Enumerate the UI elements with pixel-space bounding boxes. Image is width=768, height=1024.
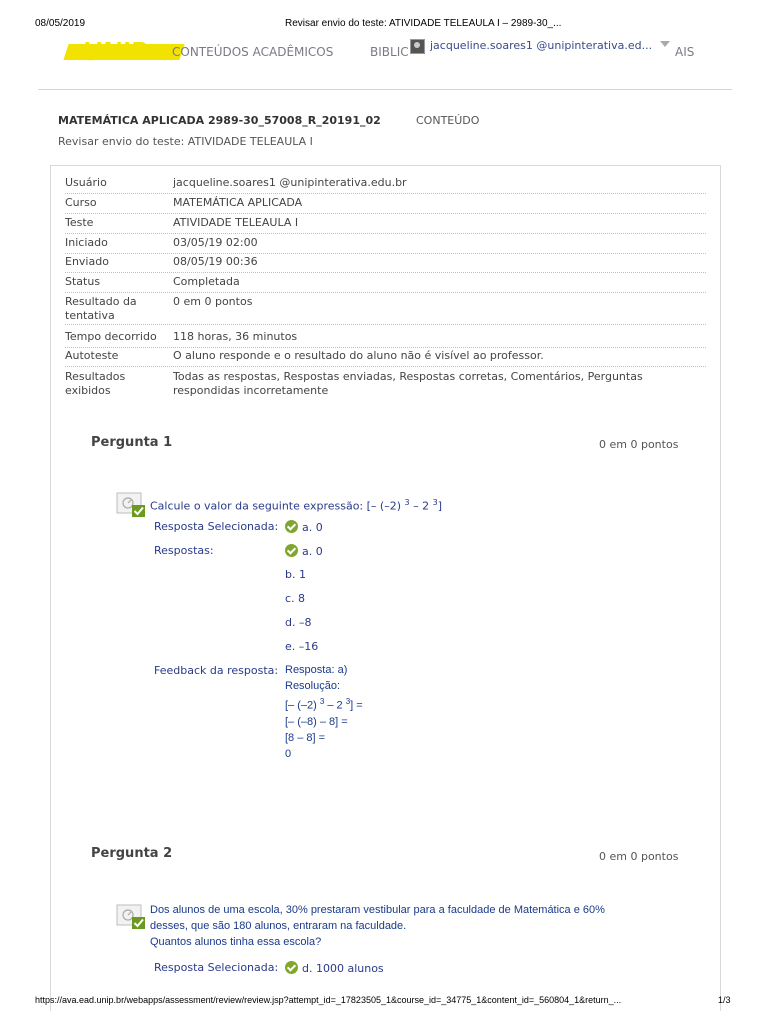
question-correct-icon: [116, 904, 146, 930]
feedback-line: [– (–8) – 8] =: [285, 715, 348, 728]
question-2-text: [150, 902, 605, 950]
info-row-autoteste: [65, 349, 706, 367]
check-icon: [285, 544, 298, 557]
feedback-part: [– (–2): [285, 699, 320, 712]
answer-text: a. 0: [302, 545, 323, 558]
info-row-tempo: [65, 330, 706, 348]
question-text-part: Calcule o valor da seguinte expressão: [– (–2): [150, 499, 405, 513]
info-value: O aluno responde e o resultado do aluno não é visível ao professor.: [173, 349, 544, 362]
info-value: 03/05/19 02:00: [173, 236, 258, 249]
print-page-number: 1/3: [718, 995, 731, 1005]
nav-more[interactable]: AIS: [675, 45, 695, 59]
info-row-iniciado: [65, 236, 706, 254]
answer-option: [285, 544, 323, 558]
question-text-part: – 2: [409, 499, 433, 513]
feedback-part: – 2: [324, 699, 346, 712]
answers-label: Respostas:: [154, 544, 214, 557]
question-2-points: 0 em 0 pontos: [599, 850, 679, 863]
nav-biblioteca[interactable]: BIBLIC: [370, 45, 409, 59]
question-2-title: Pergunta 2: [91, 846, 173, 861]
selected-answer-label: Resposta Selecionada:: [154, 520, 279, 533]
feedback-line: [285, 694, 363, 714]
info-key: Teste: [65, 216, 94, 229]
info-row-curso: [65, 196, 706, 214]
feedback-line: [8 – 8] =: [285, 731, 326, 744]
info-key: Usuário: [65, 176, 107, 189]
info-key: Enviado: [65, 255, 109, 268]
divider: [38, 89, 732, 90]
feedback-label: Feedback da resposta:: [154, 664, 279, 677]
info-row-status: [65, 275, 706, 293]
answer-option: c. 8: [285, 592, 306, 605]
attempt-info-panel: [50, 165, 721, 413]
answer-option: b. 1: [285, 568, 306, 581]
info-key: Resultado da tentativa: [65, 295, 137, 322]
question-line: Quantos alunos tinha essa escola?: [150, 936, 322, 948]
info-value: Completada: [173, 275, 240, 288]
content-link[interactable]: CONTEÚDO: [416, 114, 480, 127]
selected-answer-text: a. 0: [302, 521, 323, 534]
info-key: Autoteste: [65, 349, 119, 362]
exponent: 3: [345, 697, 351, 706]
info-value: Todas as respostas, Respostas enviadas, Respostas corretas, Comentários, Perguntas respondidas incorretamente: [173, 370, 643, 397]
print-title: Revisar envio do teste: ATIVIDADE TELEAULA I – 2989-30_...: [285, 18, 562, 29]
question-1-title: Pergunta 1: [91, 435, 173, 450]
info-value: 0 em 0 pontos: [173, 295, 253, 308]
info-row-resultados-exibidos: [65, 370, 706, 400]
user-menu[interactable]: jacqueline.soares1 @unipinterativa.ed...: [430, 39, 653, 52]
info-value: jacqueline.soares1 @unipinterativa.edu.br: [173, 176, 407, 189]
feedback-line: 0: [285, 747, 292, 760]
exponent: 3: [432, 498, 438, 507]
unip-logo[interactable]: UNIP: [82, 36, 149, 66]
question-correct-icon: [116, 492, 146, 518]
feedback-part: ] =: [350, 699, 363, 712]
feedback-text: [285, 662, 363, 762]
answer-option: e. –16: [285, 640, 319, 653]
selected-answer: [285, 520, 323, 534]
question-line: desses, que são 180 alunos, entraram na faculdade.: [150, 920, 407, 932]
info-key: Curso: [65, 196, 97, 209]
nav-conteudos-academicos[interactable]: CONTEÚDOS ACADÊMICOS: [172, 45, 334, 59]
check-icon: [285, 961, 298, 974]
page-title: Revisar envio do teste: ATIVIDADE TELEAULA I: [58, 135, 313, 148]
check-icon: [285, 520, 298, 533]
course-title[interactable]: MATEMÁTICA APLICADA 2989-30_57008_R_20191_02: [58, 114, 381, 127]
feedback-line: Resolução:: [285, 680, 341, 692]
chevron-down-icon[interactable]: [660, 41, 670, 47]
info-key: Resultados exibidos: [65, 370, 126, 397]
question-1-points: 0 em 0 pontos: [599, 438, 679, 451]
avatar[interactable]: [410, 39, 425, 54]
info-value: ATIVIDADE TELEAULA I: [173, 216, 299, 229]
info-row-usuario: [65, 176, 706, 194]
exponent: 3: [404, 498, 410, 507]
info-row-resultado: [65, 295, 706, 325]
info-value: MATEMÁTICA APLICADA: [173, 196, 303, 209]
feedback-line: Resposta: a): [285, 664, 348, 676]
exponent: 3: [319, 697, 325, 706]
info-row-enviado: [65, 255, 706, 273]
info-key: Iniciado: [65, 236, 108, 249]
question-1-text: [150, 495, 442, 515]
info-key: Tempo decorrido: [65, 330, 157, 343]
answer-option: d. –8: [285, 616, 312, 629]
question-text-part: ]: [437, 499, 442, 513]
print-url: https://ava.ead.unip.br/webapps/assessment/review/review.jsp?attempt_id=_17823505_1&course_id=_34775_1&content_id=_560804_1&return_...: [35, 995, 622, 1005]
selected-answer: [285, 961, 384, 975]
question-line: Dos alunos de uma escola, 30% prestaram vestibular para a faculdade de Matemática e 60%: [150, 904, 605, 916]
info-value: 08/05/19 00:36: [173, 255, 258, 268]
info-row-teste: [65, 216, 706, 234]
info-key: Status: [65, 275, 101, 288]
print-date: 08/05/2019: [35, 18, 86, 29]
selected-answer-text: d. 1000 alunos: [302, 962, 384, 975]
selected-answer-label: Resposta Selecionada:: [154, 961, 279, 974]
info-value: 118 horas, 36 minutos: [173, 330, 298, 343]
